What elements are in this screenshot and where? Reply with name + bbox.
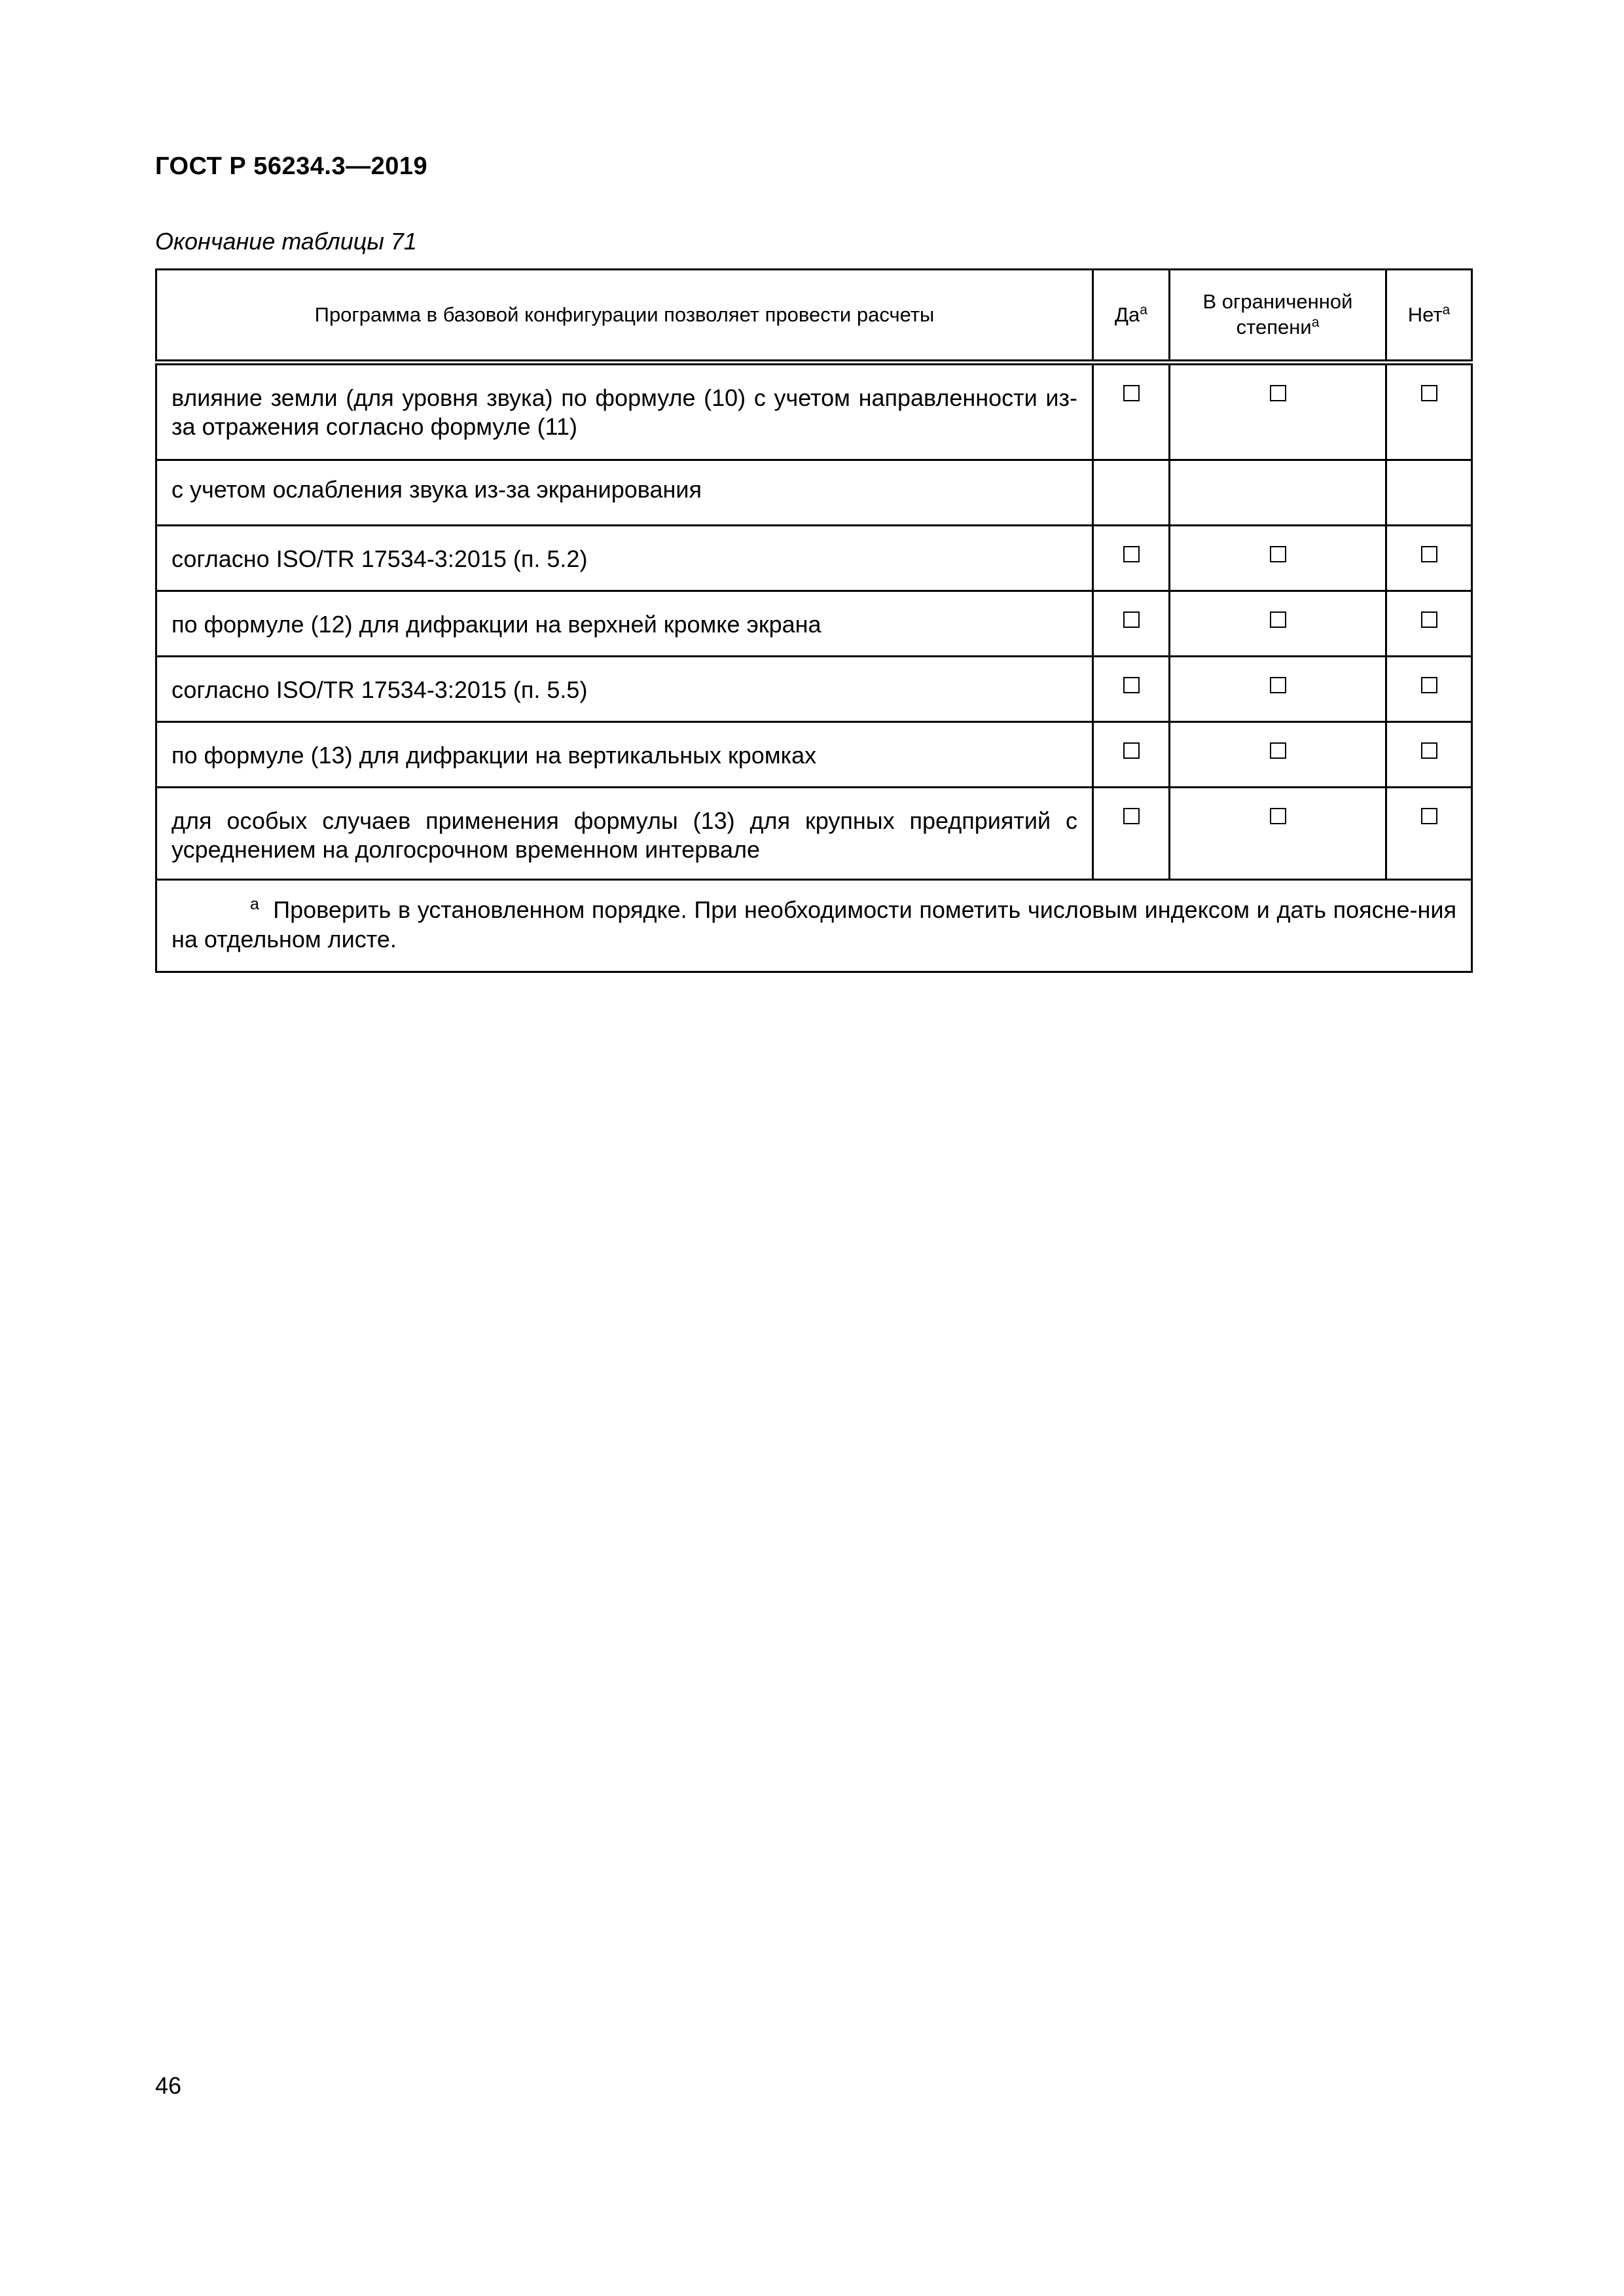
limited-checkbox[interactable] [1270,611,1286,628]
page-number: 46 [155,2072,182,2099]
limited-checkbox[interactable] [1270,546,1286,562]
footnote-mark: a [250,895,259,913]
column-header-text: Программа в базовой конфигурации позволяет провести расчеты [156,270,1093,363]
yes-checkbox[interactable] [1123,742,1140,759]
yes-checkbox[interactable] [1123,808,1140,824]
table-row [156,657,1472,722]
no-checkbox[interactable] [1421,611,1437,628]
no-checkbox[interactable] [1421,808,1437,824]
no-checkbox[interactable] [1421,742,1437,759]
column-header-no: Нет$^a$ [1386,270,1472,363]
row-text-cell: по формуле (12) для дифракции на верхней кромке экрана [156,591,1093,657]
yes-checkbox[interactable] [1123,677,1140,693]
limited-checkbox[interactable] [1270,385,1286,401]
document-header: ГОСТ Р 56234.3—2019 [155,153,428,180]
footnote-text: Проверить в установленном порядке. При необходимости пометить числовым индексом и дать поясне-ния на отдельном листе. [171,896,1456,953]
column-header-limited: В ограниченной степени$^a$ [1170,270,1386,363]
requirements-table [155,268,1473,973]
table-header-row [156,270,1472,363]
table-row [156,526,1472,591]
table-row [156,460,1472,526]
limited-checkbox[interactable] [1270,677,1286,693]
row-text-cell: согласно ISO/TR 17534-3:2015 (п. 5.2) [156,526,1093,591]
yes-checkbox[interactable] [1123,611,1140,628]
table-row [156,363,1472,460]
row-text-cell: по формуле (13) для дифракции на вертикальных кромках [156,722,1093,788]
table-footnote [156,880,1472,972]
row-text-cell: согласно ISO/TR 17534-3:2015 (п. 5.5) [156,657,1093,722]
footnote-row [156,880,1472,972]
table-row [156,591,1472,657]
limited-checkbox[interactable] [1270,808,1286,824]
limited-checkbox[interactable] [1270,742,1286,759]
table-row [156,722,1472,788]
row-text-cell: с учетом ослабления звука из-за экранирования [156,460,1093,526]
no-checkbox[interactable] [1421,546,1437,562]
no-checkbox[interactable] [1421,677,1437,693]
table-caption: Окончание таблицы 71 [155,228,417,255]
row-text-cell: для особых случаев применения формулы (13) для крупных предприятий с усреднением на долгосрочном временном интервале [156,788,1093,880]
yes-checkbox[interactable] [1123,385,1140,401]
column-header-yes: $Да^a$ [1093,270,1170,363]
row-text-cell: влияние земли (для уровня звука) по формуле (10) с учетом направленности из-за отражения согласно формуле (11) [156,363,1093,460]
table-row [156,788,1472,880]
no-checkbox[interactable] [1421,385,1437,401]
yes-checkbox[interactable] [1123,546,1140,562]
